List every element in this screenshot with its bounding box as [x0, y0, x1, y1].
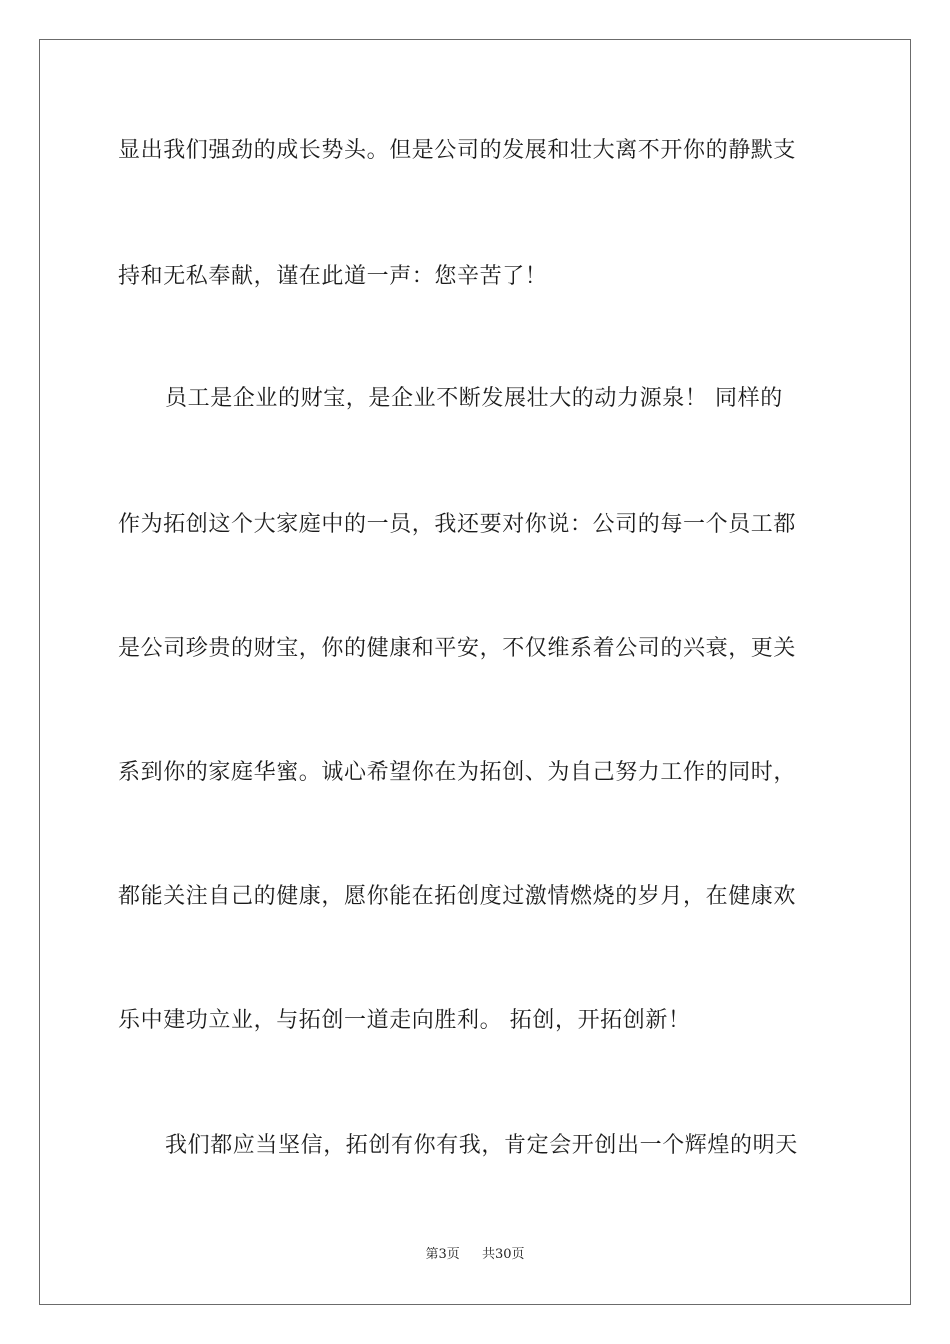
body-text-line: 都能关注自己的健康，愿你能在拓创度过激情燃烧的岁月，在健康欢	[118, 884, 797, 909]
page-number: 第3页	[425, 1247, 460, 1262]
body-text-line: 显出我们强劲的成长势头。但是公司的发展和壮大离不开你的静默支	[118, 138, 797, 163]
page-border	[39, 39, 911, 1305]
paragraph-start-line: 员工是企业的财宝，是企业不断发展壮大的动力源泉！ 同样的	[165, 386, 783, 411]
body-text-line: 乐中建功立业，与拓创一道走向胜利。 拓创，开拓创新！	[118, 1008, 691, 1033]
paragraph-start-line: 我们都应当坚信，拓创有你有我，肯定会开创出一个辉煌的明天	[165, 1133, 798, 1158]
body-text-line: 持和无私奉献，谨在此道一声：您辛苦了！	[118, 264, 548, 289]
body-text-line: 是公司珍贵的财宝，你的健康和平安，不仅维系着公司的兴衰，更关	[118, 636, 797, 661]
body-text-line: 作为拓创这个大家庭中的一员，我还要对你说：公司的每一个员工都	[118, 512, 797, 537]
body-text-line: 系到你的家庭华蜜。诚心希望你在为拓创、为自己努力工作的同时，	[118, 760, 797, 785]
page-footer	[0, 1246, 950, 1264]
page-total: 共30页	[482, 1247, 525, 1262]
